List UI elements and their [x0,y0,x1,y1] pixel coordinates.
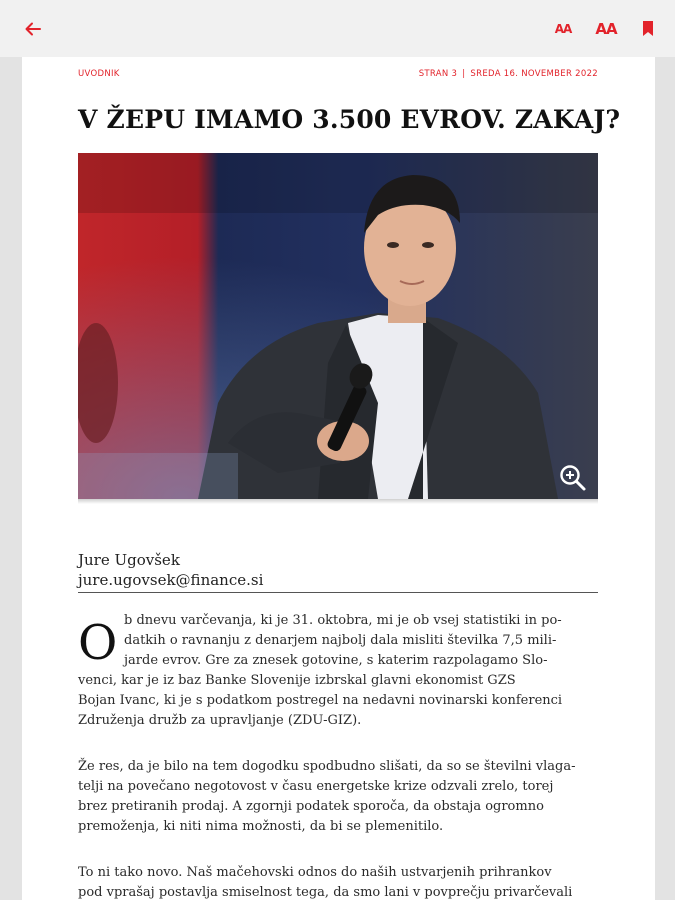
font-decrease-button[interactable] [548,14,578,44]
paragraph-line: datkih o ravnanju z denarjem najbolj dala misliti številka 7,5 mili- [124,633,557,648]
paragraph-line: jarde evrov. Gre za znesek gotovine, s katerim razpolagamo Slo- [124,653,548,668]
article-page[interactable] [22,57,655,900]
meta-separator: | [462,69,466,79]
author-email[interactable]: jure.ugovsek@finance.si [78,571,264,589]
page-date [419,69,598,79]
photo-divider [78,499,598,504]
page-margin-right [655,57,675,900]
page-number: STRAN 3 [418,69,458,79]
author-name: Jure Ugovšek [78,551,180,569]
paragraph-line: b dnevu varčevanja, ki je 31. oktobra, mi je ob vsej statistiki in po- [124,613,562,628]
paragraph-line: premoženja, ki niti nima možnosti, da bi se plemenitilo. [78,819,444,834]
page-margin-left [0,57,22,900]
article-photo[interactable] [78,153,598,499]
paragraph-line: telji na povečano negotovost v času energetske krize odzvali zrelo, torej [78,779,554,794]
font-small-label: AA [554,22,572,36]
photo-illustration [78,153,598,499]
section-label: UVODNIK [78,69,120,79]
paragraph-line: Že res, da je bilo na tem dogodku spodbudno slišati, da so se številni vlaga- [78,759,576,774]
article-meta [78,69,598,83]
zoom-in-icon [558,463,588,493]
back-button[interactable] [18,14,48,44]
bookmark-icon [641,20,655,38]
font-large-label: AA [595,20,617,38]
paragraph-2 [78,757,598,837]
paragraph-line: Bojan Ivanc, ki je s podatkom postregel na nedavni novinarski konferenci [78,693,563,708]
top-toolbar [0,0,675,57]
paragraph-line: venci, kar je iz baz Banke Slovenije izbrskal glavni ekonomist GZS [78,673,516,688]
drop-cap: O [78,615,118,671]
arrow-left-icon [24,20,42,38]
paragraph-line: brez pretiranih prodaj. A zgornji podatek sporoča, da obstaja ogromno [78,799,544,814]
issue-date: SREDA 16. NOVEMBER 2022 [470,69,598,79]
bookmark-button[interactable] [633,14,663,44]
font-increase-button[interactable] [591,14,621,44]
zoom-button[interactable] [558,463,588,493]
paragraph-line: To ni tako novo. Naš mačehovski odnos do naših ustvarjenih prihrankov [78,865,552,880]
article-title: V ŽEPU IMAMO 3.500 EVROV. ZAKAJ? [78,105,621,134]
author-divider [78,592,598,593]
paragraph-3 [78,863,598,900]
paragraph-line: pod vprašaj postavlja smiselnost tega, da smo lani v povprečju privarčevali [78,885,573,900]
paragraph-1 [78,611,598,731]
paragraph-line: Združenja družb za upravljanje (ZDU-GIZ). [78,713,362,728]
